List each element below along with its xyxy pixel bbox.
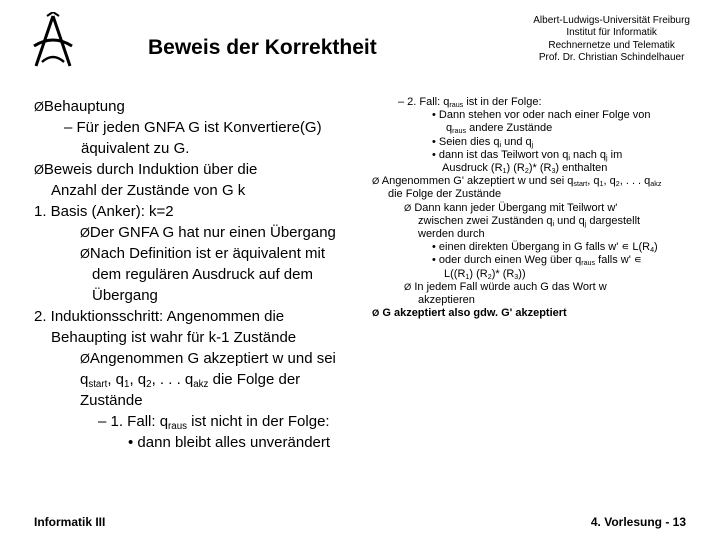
bullet-line: Anzahl der Zustände von G k [51,182,246,199]
bullet-line: Behaupting ist wahr für k-1 Zustände [51,329,297,346]
bullet-line: Ø Angenommen G' akzeptiert w und sei $q_{start}$, $q_1$, $q_2$, . . . $q_{akz}$ [372,175,662,189]
bullet-line: 1. Basis (Anker): k=2 [34,203,174,220]
bullet-line: akzeptieren [418,294,475,307]
arrow-bullet-icon: Ø [404,202,412,213]
footer-course: Informatik III [34,515,106,529]
bullet-line: ØDer GNFA G hat nur einen Übergang [80,224,336,241]
bullet-line: • dann ist das Teilwort von $q_i$ nach $q_j$ im [432,148,623,162]
left-column [34,96,364,453]
bullet-line: $q_{raus}$ andere Zustände [446,122,553,136]
bullet-line: $q_{start}$, $q_1$, $q_2$, . . . $q_{akz}$ die Folge der [80,371,301,390]
arrow-bullet-icon: Ø [80,351,90,366]
bullet-line: – 2. Fall: $q_{raus}$ ist in der Folge: [398,96,542,110]
bullet-line: die Folge der Zustände [388,188,502,201]
bullet-line: Ø Dann kann jeder Übergang mit Teilwort w' [404,201,618,214]
bullet-line: ØAngenommen G akzeptiert w und sei [80,350,336,367]
bullet-line: – 1. Fall: $q_{raus}$ ist nicht in der Folge: [98,413,330,432]
bullet-line: werden durch [418,228,485,241]
bullet-line: ØBeweis durch Induktion über die [34,161,258,178]
bullet-line: Ø In jedem Fall würde auch G das Wort w [404,280,607,293]
bullet-line: – Für jeden GNFA G ist Konvertiere(G) [64,119,322,136]
arrow-bullet-icon: Ø [34,162,44,177]
bullet-line: • Seien dies $q_i$ und $q_j$ [432,135,534,149]
arrow-bullet-icon: Ø [372,308,380,319]
footer-page: 4. Vorlesung - 13 [590,515,686,529]
institution-line: Rechnernetze und Telematik [548,39,675,51]
right-column [372,96,702,320]
bullet-line: • einen direkten Übergang in G falls w' ∊ $L(R_4)$ [432,241,658,255]
arrow-bullet-icon: Ø [34,99,44,114]
arrow-bullet-icon: Ø [404,281,412,292]
bullet-line: dem regulären Ausdruck auf dem [92,266,313,283]
bullet-line: Ausdruck $(R_1)$ $(R_2)*$ $(R_3)$ enthalten [442,162,608,176]
slide-title: Beweis der Korrektheit [148,36,377,59]
bullet-line: äquivalent zu G. [81,140,190,157]
arrow-bullet-icon: Ø [372,176,380,187]
bullet-line: ØNach Definition ist er äquivalent mit [80,245,326,262]
institution-line: Institut für Informatik [566,27,657,39]
arrow-bullet-icon: Ø [80,225,90,240]
bullet-line: Zustände [80,392,143,409]
university-logo-icon [30,12,76,70]
bullet-line: ØBehauptung [34,98,125,115]
bullet-line: $L((R_1)$ $(R_2)*$ $(R_3)$) [444,267,526,281]
institution-line: Prof. Dr. Christian Schindelhauer [538,51,685,63]
bullet-line: • Dann stehen vor oder nach einer Folge von [432,109,651,122]
bullet-line: zwischen zwei Zuständen $q_i$ und $q_j$ dargestellt [418,214,641,228]
bullet-line: Übergang [92,287,158,304]
arrow-bullet-icon: Ø [80,246,90,261]
institution-line: Albert-Ludwigs-Universität Freiburg [533,15,690,26]
bullet-line: • oder durch einen Weg über $q_{raus}$ falls w' ∊ [432,254,642,268]
institution-block [533,15,690,64]
bullet-line: Ø G akzeptiert also gdw. G' akzeptiert [372,307,567,320]
bullet-line: • dann bleibt alles unverändert [128,434,331,451]
bullet-line: 2. Induktionsschritt: Angenommen die [34,308,285,325]
